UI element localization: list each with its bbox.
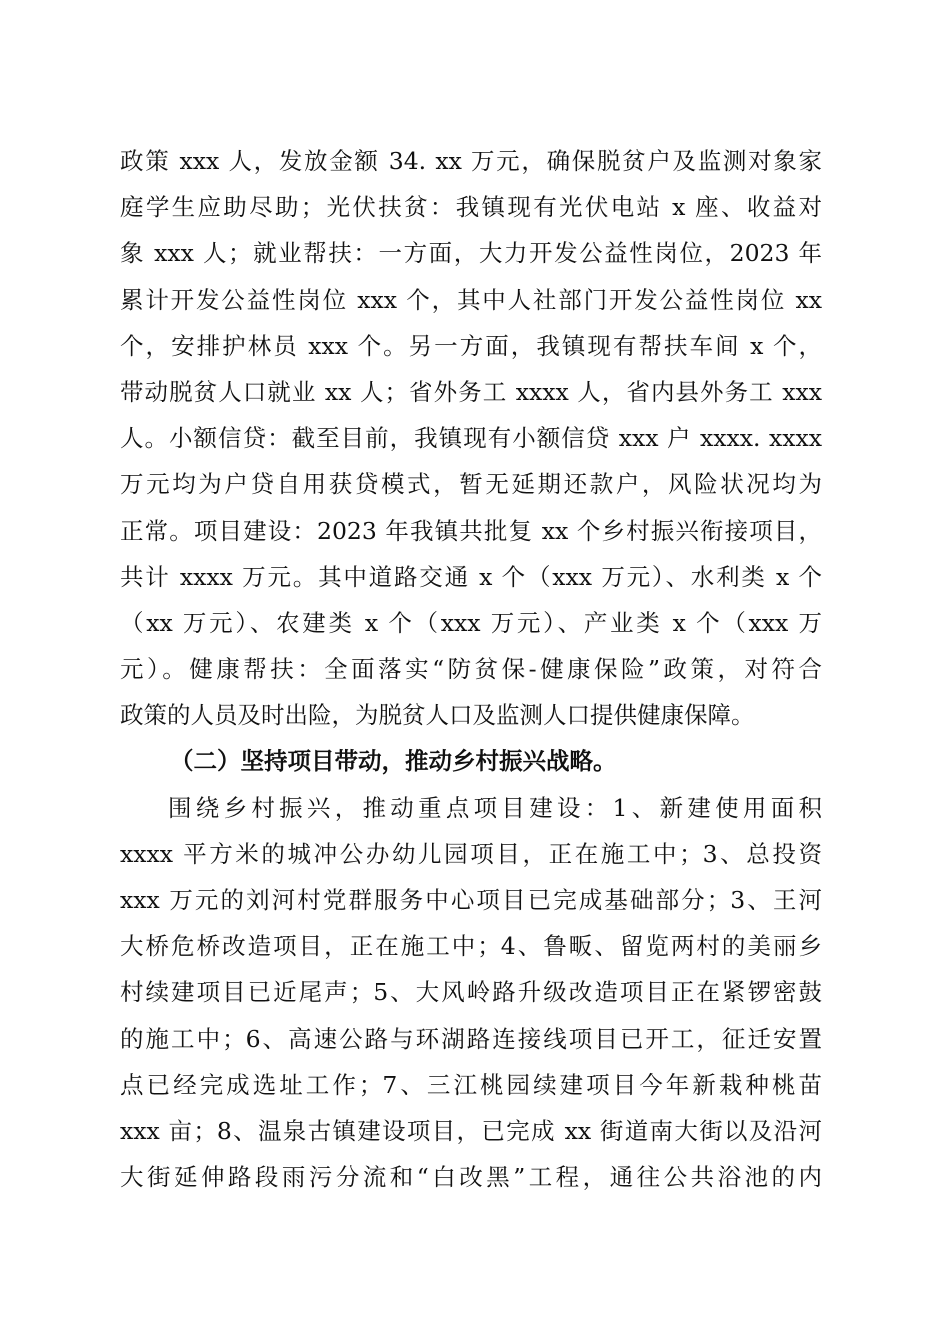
text-line: xxx 万元的刘河村党群服务中心项目已完成基础部分；3、王河 — [120, 886, 822, 914]
text-line: 点已经完成选址工作；7、三江桃园续建项目今年新栽种桃苗 — [120, 1070, 822, 1099]
text-line: 人。小额信贷：截至目前，我镇现有小额信贷 xxx 户 xxxx. xxxx — [120, 424, 822, 453]
text-line: 象 xxx 人；就业帮扶：一方面，大力开发公益性岗位，2023 年 — [120, 239, 822, 268]
text-line: 元）。健康帮扶：全面落实“防贫保-健康保险”政策，对符合 — [120, 655, 822, 684]
text-line: 庭学生应助尽助；光伏扶贫：我镇现有光伏电站 x 座、收益对 — [120, 193, 822, 222]
text-line: 大街延伸路段雨污分流和“白改黑”工程，通往公共浴池的内 — [120, 1163, 822, 1192]
text-line: 带动脱贫人口就业 xx 人；省外务工 xxxx 人，省内县外务工 xxx — [120, 377, 822, 406]
text-line: 正常。项目建设：2023 年我镇共批复 xx 个乡村振兴衔接项目， — [120, 516, 822, 545]
text-line: 累计开发公益性岗位 xxx 个，其中人社部门开发公益性岗位 xx — [120, 285, 822, 314]
text-line: 个，安排护林员 xxx 个。另一方面，我镇现有帮扶车间 x 个， — [120, 331, 822, 360]
document-body — [120, 138, 822, 1200]
text-line: xxx 亩；8、温泉古镇建设项目，已完成 xx 街道南大街以及沿河 — [120, 1116, 822, 1145]
text-line: xxxx 平方米的城冲公办幼儿园项目，正在施工中；3、总投资 — [120, 839, 822, 868]
paragraph-poverty-relief — [120, 138, 822, 738]
text-line: （xx 万元）、农建类 x 个（xxx 万元）、产业类 x 个（xxx 万 — [120, 608, 822, 637]
text-line: 万元均为户贷自用获贷模式，暂无延期还款户，风险状况均为 — [120, 470, 822, 499]
text-line: 村续建项目已近尾声；5、大风岭路升级改造项目正在紧锣密鼓 — [120, 978, 822, 1007]
text-line: 共计 xxxx 万元。其中道路交通 x 个（xxx 万元）、水利类 x 个 — [120, 562, 822, 591]
text-line: 政策 xxx 人，发放金额 34. xx 万元，确保脱贫户及监测对象家 — [120, 147, 822, 175]
paragraph-key-projects — [120, 785, 822, 1201]
text-line: 政策的人员及时出险，为脱贫人口及监测人口提供健康保障。 — [120, 701, 755, 730]
text-line: 大桥危桥改造项目，正在施工中；4、鲁畈、留览两村的美丽乡 — [120, 932, 822, 961]
text-line: 的施工中；6、高速公路与环湖路连接线项目已开工，征迁安置 — [120, 1024, 822, 1053]
text-line: 围绕乡村振兴，推动重点项目建设：1、新建使用面积 — [168, 793, 822, 822]
section-heading: （二）坚持项目带动，推动乡村振兴战略。 — [170, 747, 617, 776]
